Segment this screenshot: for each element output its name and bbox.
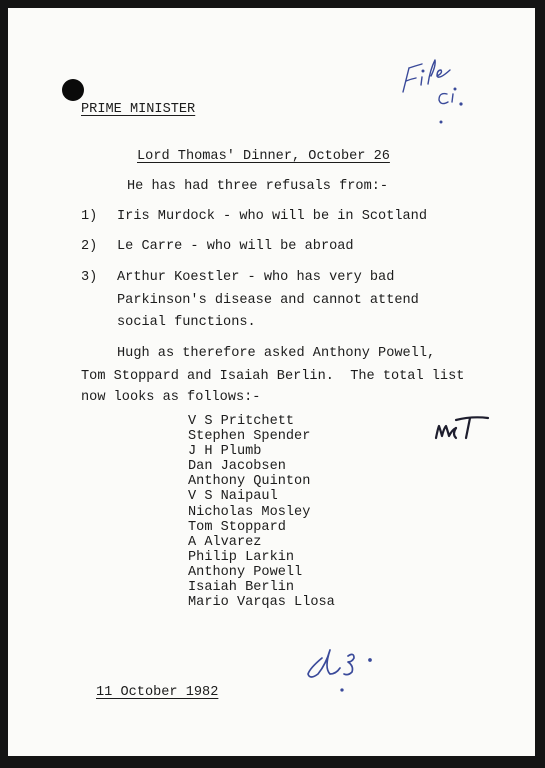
guest-list-item: Philip Larkin (188, 549, 295, 565)
refusal-2-text: Le Carre - who will be abroad (117, 239, 354, 254)
addressee-heading: PRIME MINISTER (81, 102, 196, 117)
guest-list-item: Mario Varqas Llosa (188, 595, 335, 611)
guest-list-item: V S Naipaul (188, 489, 278, 505)
intro-line: He has had three refusals from:- (127, 179, 389, 194)
paragraph-line-1: Hugh as therefore asked Anthony Powell, (117, 346, 436, 361)
refusal-2-number: 2) (81, 239, 98, 254)
guest-list-item: Anthony Powell (188, 564, 303, 580)
memo-subject: Lord Thomas' Dinner, October 26 (137, 149, 390, 164)
guest-list-item: A Alvarez (188, 534, 262, 550)
refusal-3-text-line-1: Arthur Koestler - who has very bad (117, 270, 395, 285)
punch-hole (62, 79, 84, 101)
paragraph-line-3: now looks as follows:- (81, 390, 261, 405)
guest-list-item: Tom Stoppard (188, 519, 286, 535)
paragraph-line-2: Tom Stoppard and Isaiah Berlin. The total list (81, 369, 465, 384)
signature-initials (300, 638, 390, 698)
guest-list (188, 414, 335, 610)
refusal-1-text: Iris Murdock - who will be in Scotland (117, 209, 427, 224)
refusal-3-text-line-2: Parkinson's disease and cannot attend (117, 293, 419, 308)
pm-initials-mark (432, 408, 492, 444)
guest-list-item: Nicholas Mosley (188, 504, 311, 520)
guest-list-item: J H Plumb (188, 444, 262, 460)
guest-list-item: Stephen Spender (188, 429, 311, 445)
memo-date: 11 October 1982 (96, 685, 219, 700)
refusal-3-number: 3) (81, 270, 98, 285)
guest-list-item: Dan Jacobsen (188, 459, 286, 475)
refusal-3-text-line-3: social functions. (117, 315, 256, 330)
guest-list-item: Isaiah Berlin (188, 580, 295, 596)
file-annotation (395, 52, 475, 124)
guest-list-item: V S Pritchett (188, 414, 295, 429)
guest-list-item: Anthony Quinton (188, 474, 311, 490)
refusal-1-number: 1) (81, 209, 98, 224)
